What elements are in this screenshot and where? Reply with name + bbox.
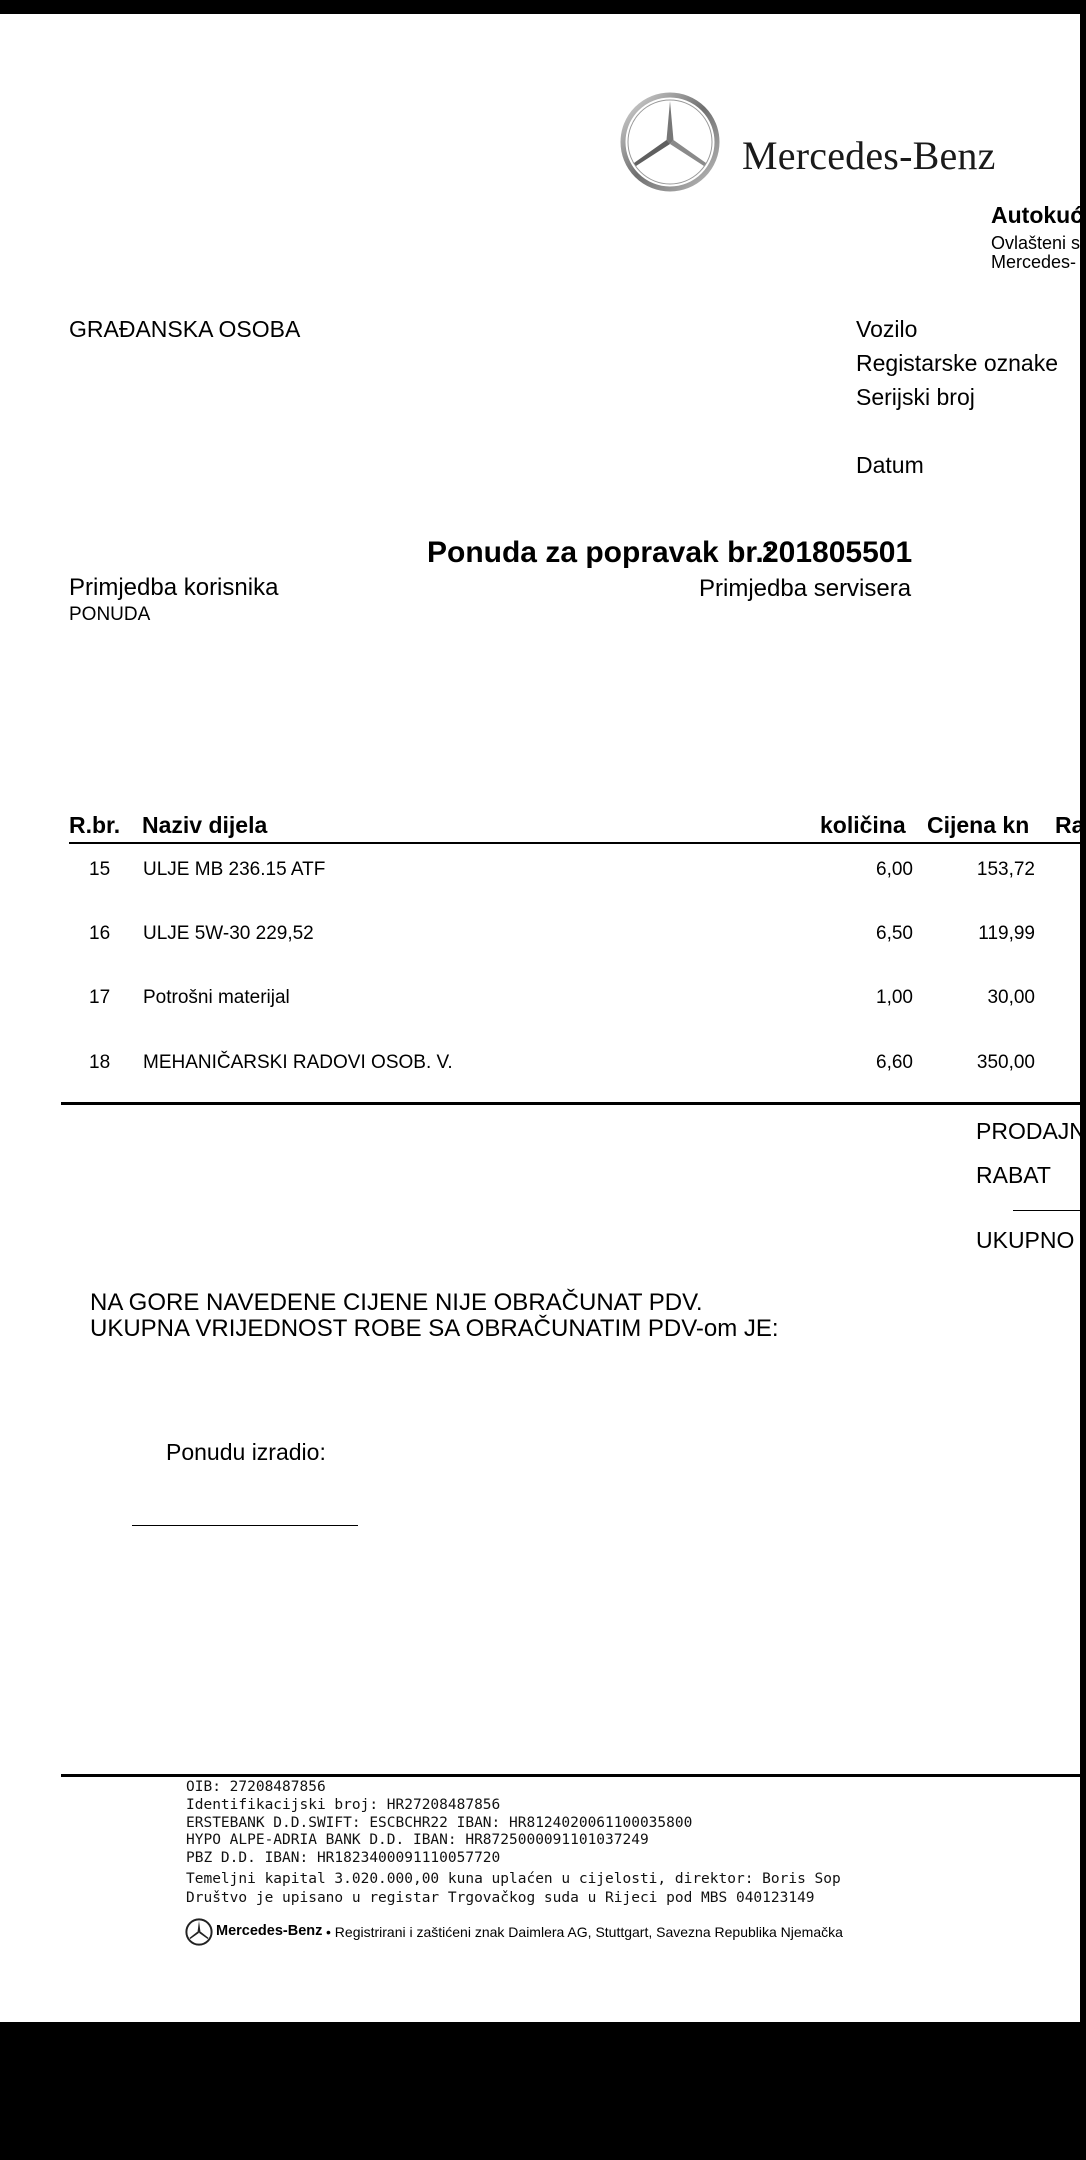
vat-note-line: UKUPNA VRIJEDNOST ROBE SA OBRAČUNATIM PDV-om JE: [90,1315,779,1342]
mercedes-star-small-icon [185,1918,213,1946]
row-number: 18 [89,1052,111,1073]
quantity: 6,00 [876,859,913,880]
footer-brand: Mercedes-Benz [216,1923,323,1939]
vehicle-label: Vozilo [856,316,918,342]
service-remark-label: Primjedba servisera [699,575,912,602]
customer-remark-label: Primjedba korisnika [69,574,279,601]
table-row [0,923,1080,953]
column-header-ra: Ra [1055,812,1085,838]
column-header-quantity: količina [820,812,906,838]
sales-price-label: PRODAJN [976,1118,1086,1144]
plates-label: Registarske oznake [856,350,1058,376]
footer-trademark: • Registrirani i zaštićeni znak Daimlera AG, Stuttgart, Savezna Republika Njemačka [326,1924,843,1940]
footer-capital: Temeljni kapital 3.020.000,00 kuna uplaćen u cijelosti, direktor: Boris Sop [186,1871,841,1887]
table-row [0,1052,1080,1082]
signature-line [132,1525,358,1526]
subtotal-divider [1013,1210,1080,1211]
quantity: 6,60 [876,1052,913,1073]
price: 153,72 [976,859,1035,880]
price: 30,00 [987,987,1035,1008]
mercedes-star-logo-icon [620,92,720,192]
table-bottom-divider [61,1102,1080,1105]
dealer-name: Autokuć [991,202,1083,228]
footer-bank-erste: ERSTEBANK D.D.SWIFT: ESCBCHR22 IBAN: HR8124020061100035800 [186,1815,693,1831]
row-number: 16 [89,923,111,944]
offer-title: Ponuda za popravak br.: [427,536,774,569]
quantity: 1,00 [876,987,913,1008]
offer-number: 201805501 [762,536,913,569]
dealer-info-line: Ovlašteni s [991,233,1081,253]
column-header-price: Cijena kn [927,812,1030,838]
column-header-rbr: R.br. [69,812,121,838]
footer-bank-hypo: HYPO ALPE-ADRIA BANK D.D. IBAN: HR8725000091101037249 [186,1832,649,1848]
table-row [0,987,1080,1017]
discount-label: RABAT [976,1162,1051,1188]
price: 350,00 [976,1052,1035,1073]
dealer-info-line: Mercedes- [991,252,1077,272]
footer-divider [61,1774,1080,1777]
customer-remark-value: PONUDA [69,604,151,625]
customer-type: GRAĐANSKA OSOBA [69,316,301,342]
brand-name: Mercedes-Benz [742,133,996,178]
column-header-part-name: Naziv dijela [142,812,268,838]
part-name: MEHANIČARSKI RADOVI OSOB. V. [143,1052,453,1073]
date-label: Datum [856,452,924,478]
vat-note-line: NA GORE NAVEDENE CIJENE NIJE OBRAČUNAT PDV. [90,1289,703,1316]
table-header-divider [69,842,1080,844]
prepared-by-label: Ponudu izradio: [166,1439,326,1465]
serial-number-label: Serijski broj [856,384,975,410]
table-row [0,859,1080,889]
part-name: Potrošni materijal [143,987,290,1008]
footer-id-number: Identifikacijski broj: HR27208487856 [186,1797,501,1813]
row-number: 17 [89,987,111,1008]
part-name: ULJE 5W-30 229,52 [143,923,314,944]
price: 119,99 [978,923,1035,944]
footer-register: Društvo je upisano u registar Trgovačkog suda u Rijeci pod MBS 040123149 [186,1890,815,1906]
document-page [0,14,1086,2022]
total-label: UKUPNO [976,1227,1075,1253]
quantity: 6,50 [876,923,913,944]
footer-oib: OIB: 27208487856 [186,1779,326,1795]
footer-bank-pbz: PBZ D.D. IBAN: HR1823400091110057720 [186,1850,501,1866]
part-name: ULJE MB 236.15 ATF [143,859,326,880]
row-number: 15 [89,859,111,880]
